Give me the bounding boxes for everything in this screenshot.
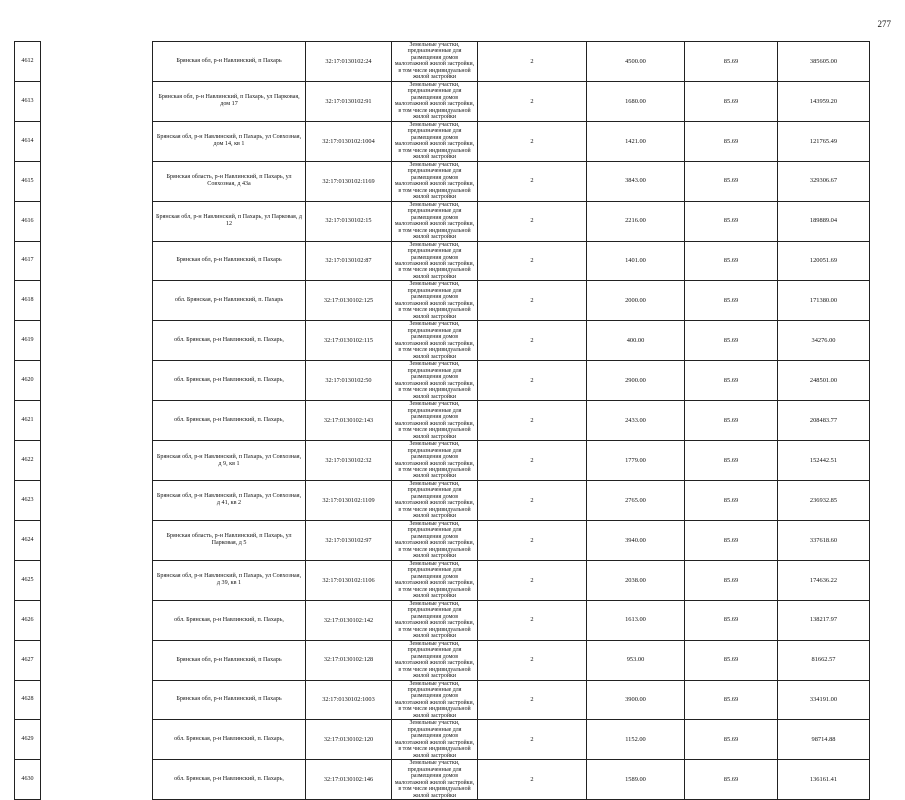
land-use-cell: Земельные участки, предназначенные для размещения домов малоэтажной жилой застройки, в том числе индивидуальной жилой застройки — [392, 441, 478, 481]
table-row — [15, 241, 870, 281]
rate-cell: 85.69 — [685, 640, 778, 680]
land-use-cell: Земельные участки, предназначенные для размещения домов малоэтажной жилой застройки, в том числе индивидуальной жилой застройки — [392, 201, 478, 241]
group-cell: 2 — [478, 321, 587, 361]
cadastral-value-cell: 174636.22 — [778, 560, 870, 600]
rate-cell: 85.69 — [685, 201, 778, 241]
row-number: 4627 — [15, 640, 41, 680]
cadastral-value-cell: 120051.69 — [778, 241, 870, 281]
empty-column — [41, 42, 153, 82]
rate-cell: 85.69 — [685, 81, 778, 121]
empty-column — [41, 720, 153, 760]
cadastral-value-cell: 171380.00 — [778, 281, 870, 321]
rate-cell: 85.69 — [685, 600, 778, 640]
table-row — [15, 401, 870, 441]
group-cell: 2 — [478, 241, 587, 281]
cadastral-number-cell: 32:17:0130102:24 — [306, 42, 392, 82]
table-row — [15, 720, 870, 760]
row-number: 4622 — [15, 441, 41, 481]
table-row — [15, 600, 870, 640]
land-use-cell: Земельные участки, предназначенные для размещения домов малоэтажной жилой застройки, в том числе индивидуальной жилой застройки — [392, 42, 478, 82]
land-use-cell: Земельные участки, предназначенные для размещения домов малоэтажной жилой застройки, в том числе индивидуальной жилой застройки — [392, 720, 478, 760]
table-row — [15, 640, 870, 680]
row-number: 4620 — [15, 361, 41, 401]
cadastral-number-cell: 32:17:0130102:115 — [306, 321, 392, 361]
group-cell: 2 — [478, 161, 587, 201]
address-cell: обл. Брянская, р-н Навлинский, п. Пахарь, — [153, 720, 306, 760]
area-cell: 3843.00 — [587, 161, 685, 201]
empty-column — [41, 361, 153, 401]
land-use-cell: Земельные участки, предназначенные для размещения домов малоэтажной жилой застройки, в том числе индивидуальной жилой застройки — [392, 321, 478, 361]
land-registry-table — [14, 41, 870, 800]
empty-column — [41, 680, 153, 720]
cadastral-number-cell: 32:17:0130102:91 — [306, 81, 392, 121]
row-number: 4624 — [15, 520, 41, 560]
area-cell: 400.00 — [587, 321, 685, 361]
area-cell: 1401.00 — [587, 241, 685, 281]
table-row — [15, 560, 870, 600]
cadastral-value-cell: 121765.49 — [778, 121, 870, 161]
empty-column — [41, 640, 153, 680]
empty-column — [41, 600, 153, 640]
land-use-cell: Земельные участки, предназначенные для размещения домов малоэтажной жилой застройки, в том числе индивидуальной жилой застройки — [392, 161, 478, 201]
empty-column — [41, 201, 153, 241]
rate-cell: 85.69 — [685, 441, 778, 481]
cadastral-number-cell: 32:17:0130102:50 — [306, 361, 392, 401]
cadastral-number-cell: 32:17:0130102:97 — [306, 520, 392, 560]
address-cell: обл. Брянская, р-н Навлинский, п. Пахарь, — [153, 321, 306, 361]
table-row — [15, 680, 870, 720]
rate-cell: 85.69 — [685, 520, 778, 560]
table-row — [15, 281, 870, 321]
cadastral-number-cell: 32:17:0130102:1003 — [306, 680, 392, 720]
cadastral-number-cell: 32:17:0130102:1169 — [306, 161, 392, 201]
rate-cell: 85.69 — [685, 281, 778, 321]
empty-column — [41, 441, 153, 481]
land-use-cell: Земельные участки, предназначенные для размещения домов малоэтажной жилой застройки, в том числе индивидуальной жилой застройки — [392, 81, 478, 121]
table-row — [15, 520, 870, 560]
area-cell: 1589.00 — [587, 760, 685, 800]
row-number: 4617 — [15, 241, 41, 281]
area-cell: 2000.00 — [587, 281, 685, 321]
rate-cell: 85.69 — [685, 161, 778, 201]
address-cell: обл. Брянская, р-н Навлинский, п. Пахарь — [153, 281, 306, 321]
cadastral-number-cell: 32:17:0130102:143 — [306, 401, 392, 441]
row-number: 4630 — [15, 760, 41, 800]
row-number: 4621 — [15, 401, 41, 441]
row-number: 4629 — [15, 720, 41, 760]
empty-column — [41, 121, 153, 161]
row-number: 4625 — [15, 560, 41, 600]
area-cell: 4500.00 — [587, 42, 685, 82]
address-cell: Брянская обл, р-н Навлинский, п Пахарь, ул Совхозная, дом 14, кв 1 — [153, 121, 306, 161]
cadastral-value-cell: 236932.85 — [778, 480, 870, 520]
cadastral-value-cell: 34276.00 — [778, 321, 870, 361]
cadastral-number-cell: 32:17:0130102:1004 — [306, 121, 392, 161]
cadastral-number-cell: 32:17:0130102:1109 — [306, 480, 392, 520]
rate-cell: 85.69 — [685, 121, 778, 161]
area-cell: 2765.00 — [587, 480, 685, 520]
table-row — [15, 161, 870, 201]
cadastral-number-cell: 32:17:0130102:87 — [306, 241, 392, 281]
group-cell: 2 — [478, 760, 587, 800]
table-row — [15, 480, 870, 520]
area-cell: 1613.00 — [587, 600, 685, 640]
address-cell: обл. Брянская, р-н Навлинский, п. Пахарь, — [153, 401, 306, 441]
row-number: 4619 — [15, 321, 41, 361]
row-number: 4615 — [15, 161, 41, 201]
cadastral-value-cell: 329306.67 — [778, 161, 870, 201]
row-number: 4614 — [15, 121, 41, 161]
cadastral-value-cell: 208483.77 — [778, 401, 870, 441]
cadastral-number-cell: 32:17:0130102:128 — [306, 640, 392, 680]
area-cell: 1680.00 — [587, 81, 685, 121]
empty-column — [41, 241, 153, 281]
cadastral-value-cell: 143959.20 — [778, 81, 870, 121]
cadastral-value-cell: 337618.60 — [778, 520, 870, 560]
cadastral-value-cell: 136161.41 — [778, 760, 870, 800]
land-use-cell: Земельные участки, предназначенные для размещения домов малоэтажной жилой застройки, в том числе индивидуальной жилой застройки — [392, 640, 478, 680]
address-cell: Брянская область, р-н Навлинский, п Пахарь, ул Совхозная, д 43а — [153, 161, 306, 201]
land-use-cell: Земельные участки, предназначенные для размещения домов малоэтажной жилой застройки, в том числе индивидуальной жилой застройки — [392, 560, 478, 600]
empty-column — [41, 760, 153, 800]
address-cell: обл. Брянская, р-н Навлинский, п. Пахарь, — [153, 760, 306, 800]
empty-column — [41, 480, 153, 520]
area-cell: 2433.00 — [587, 401, 685, 441]
address-cell: Брянская обл, р-н Навлинский, п Пахарь, ул Совхозная, д 9, кв 1 — [153, 441, 306, 481]
land-use-cell: Земельные участки, предназначенные для размещения домов малоэтажной жилой застройки, в том числе индивидуальной жилой застройки — [392, 600, 478, 640]
rate-cell: 85.69 — [685, 361, 778, 401]
area-cell: 2900.00 — [587, 361, 685, 401]
group-cell: 2 — [478, 361, 587, 401]
group-cell: 2 — [478, 560, 587, 600]
cadastral-value-cell: 248501.00 — [778, 361, 870, 401]
cadastral-number-cell: 32:17:0130102:1106 — [306, 560, 392, 600]
cadastral-number-cell: 32:17:0130102:125 — [306, 281, 392, 321]
table-row — [15, 441, 870, 481]
land-use-cell: Земельные участки, предназначенные для размещения домов малоэтажной жилой застройки, в том числе индивидуальной жилой застройки — [392, 361, 478, 401]
cadastral-value-cell: 189889.04 — [778, 201, 870, 241]
cadastral-value-cell: 138217.97 — [778, 600, 870, 640]
rate-cell: 85.69 — [685, 760, 778, 800]
empty-column — [41, 560, 153, 600]
area-cell: 1152.00 — [587, 720, 685, 760]
cadastral-value-cell: 334191.00 — [778, 680, 870, 720]
group-cell: 2 — [478, 42, 587, 82]
table-row — [15, 81, 870, 121]
table-body — [15, 42, 870, 800]
area-cell: 1779.00 — [587, 441, 685, 481]
address-cell: Брянская обл, р-н Навлинский, п Пахарь, ул Парковая, дом 17 — [153, 81, 306, 121]
empty-column — [41, 401, 153, 441]
group-cell: 2 — [478, 81, 587, 121]
area-cell: 2216.00 — [587, 201, 685, 241]
rate-cell: 85.69 — [685, 480, 778, 520]
table-row — [15, 201, 870, 241]
table-row — [15, 321, 870, 361]
rate-cell: 85.69 — [685, 680, 778, 720]
row-number: 4626 — [15, 600, 41, 640]
table-row — [15, 42, 870, 82]
address-cell: Брянская обл, р-н Навлинский, п Пахарь — [153, 680, 306, 720]
address-cell: Брянская обл, р-н Навлинский, п Пахарь — [153, 42, 306, 82]
cadastral-value-cell: 385605.00 — [778, 42, 870, 82]
group-cell: 2 — [478, 201, 587, 241]
area-cell: 3900.00 — [587, 680, 685, 720]
cadastral-number-cell: 32:17:0130102:146 — [306, 760, 392, 800]
land-use-cell: Земельные участки, предназначенные для размещения домов малоэтажной жилой застройки, в том числе индивидуальной жилой застройки — [392, 401, 478, 441]
row-number: 4628 — [15, 680, 41, 720]
group-cell: 2 — [478, 520, 587, 560]
cadastral-value-cell: 81662.57 — [778, 640, 870, 680]
land-use-cell: Земельные участки, предназначенные для размещения домов малоэтажной жилой застройки, в том числе индивидуальной жилой застройки — [392, 760, 478, 800]
row-number: 4613 — [15, 81, 41, 121]
rate-cell: 85.69 — [685, 241, 778, 281]
address-cell: обл. Брянская, р-н Навлинский, п. Пахарь, — [153, 600, 306, 640]
empty-column — [41, 321, 153, 361]
empty-column — [41, 81, 153, 121]
group-cell: 2 — [478, 281, 587, 321]
land-use-cell: Земельные участки, предназначенные для размещения домов малоэтажной жилой застройки, в том числе индивидуальной жилой застройки — [392, 121, 478, 161]
group-cell: 2 — [478, 121, 587, 161]
cadastral-number-cell: 32:17:0130102:15 — [306, 201, 392, 241]
address-cell: Брянская обл, р-н Навлинский, п Пахарь, ул Совхозная, д 39, кв 1 — [153, 560, 306, 600]
empty-column — [41, 520, 153, 560]
empty-column — [41, 161, 153, 201]
row-number: 4616 — [15, 201, 41, 241]
address-cell: Брянская область, р-н Навлинский, п Пахарь, ул Парковая, д 5 — [153, 520, 306, 560]
land-use-cell: Земельные участки, предназначенные для размещения домов малоэтажной жилой застройки, в том числе индивидуальной жилой застройки — [392, 680, 478, 720]
rate-cell: 85.69 — [685, 401, 778, 441]
cadastral-value-cell: 152442.51 — [778, 441, 870, 481]
group-cell: 2 — [478, 640, 587, 680]
row-number: 4612 — [15, 42, 41, 82]
cadastral-number-cell: 32:17:0130102:32 — [306, 441, 392, 481]
rate-cell: 85.69 — [685, 560, 778, 600]
cadastral-number-cell: 32:17:0130102:142 — [306, 600, 392, 640]
group-cell: 2 — [478, 480, 587, 520]
rate-cell: 85.69 — [685, 321, 778, 361]
group-cell: 2 — [478, 441, 587, 481]
land-use-cell: Земельные участки, предназначенные для размещения домов малоэтажной жилой застройки, в том числе индивидуальной жилой застройки — [392, 241, 478, 281]
area-cell: 2038.00 — [587, 560, 685, 600]
address-cell: Брянская обл, р-н Навлинский, п Пахарь, ул Совхозная, д 41, кв 2 — [153, 480, 306, 520]
rate-cell: 85.69 — [685, 42, 778, 82]
address-cell: обл. Брянская, р-н Навлинский, п. Пахарь, — [153, 361, 306, 401]
land-use-cell: Земельные участки, предназначенные для размещения домов малоэтажной жилой застройки, в том числе индивидуальной жилой застройки — [392, 281, 478, 321]
table-row — [15, 121, 870, 161]
address-cell: Брянская обл, р-н Навлинский, п Пахарь — [153, 640, 306, 680]
table-row — [15, 760, 870, 800]
row-number: 4618 — [15, 281, 41, 321]
area-cell: 3940.00 — [587, 520, 685, 560]
table-row — [15, 361, 870, 401]
empty-column — [41, 281, 153, 321]
address-cell: Брянская обл, р-н Навлинский, п Пахарь, ул Парковая, д 12 — [153, 201, 306, 241]
cadastral-value-cell: 98714.88 — [778, 720, 870, 760]
area-cell: 1421.00 — [587, 121, 685, 161]
group-cell: 2 — [478, 401, 587, 441]
group-cell: 2 — [478, 680, 587, 720]
land-use-cell: Земельные участки, предназначенные для размещения домов малоэтажной жилой застройки, в том числе индивидуальной жилой застройки — [392, 520, 478, 560]
group-cell: 2 — [478, 720, 587, 760]
area-cell: 953.00 — [587, 640, 685, 680]
cadastral-number-cell: 32:17:0130102:120 — [306, 720, 392, 760]
rate-cell: 85.69 — [685, 720, 778, 760]
page-number: 277 — [877, 19, 891, 29]
group-cell: 2 — [478, 600, 587, 640]
address-cell: Брянская обл, р-н Навлинский, п Пахарь — [153, 241, 306, 281]
land-use-cell: Земельные участки, предназначенные для размещения домов малоэтажной жилой застройки, в том числе индивидуальной жилой застройки — [392, 480, 478, 520]
row-number: 4623 — [15, 480, 41, 520]
